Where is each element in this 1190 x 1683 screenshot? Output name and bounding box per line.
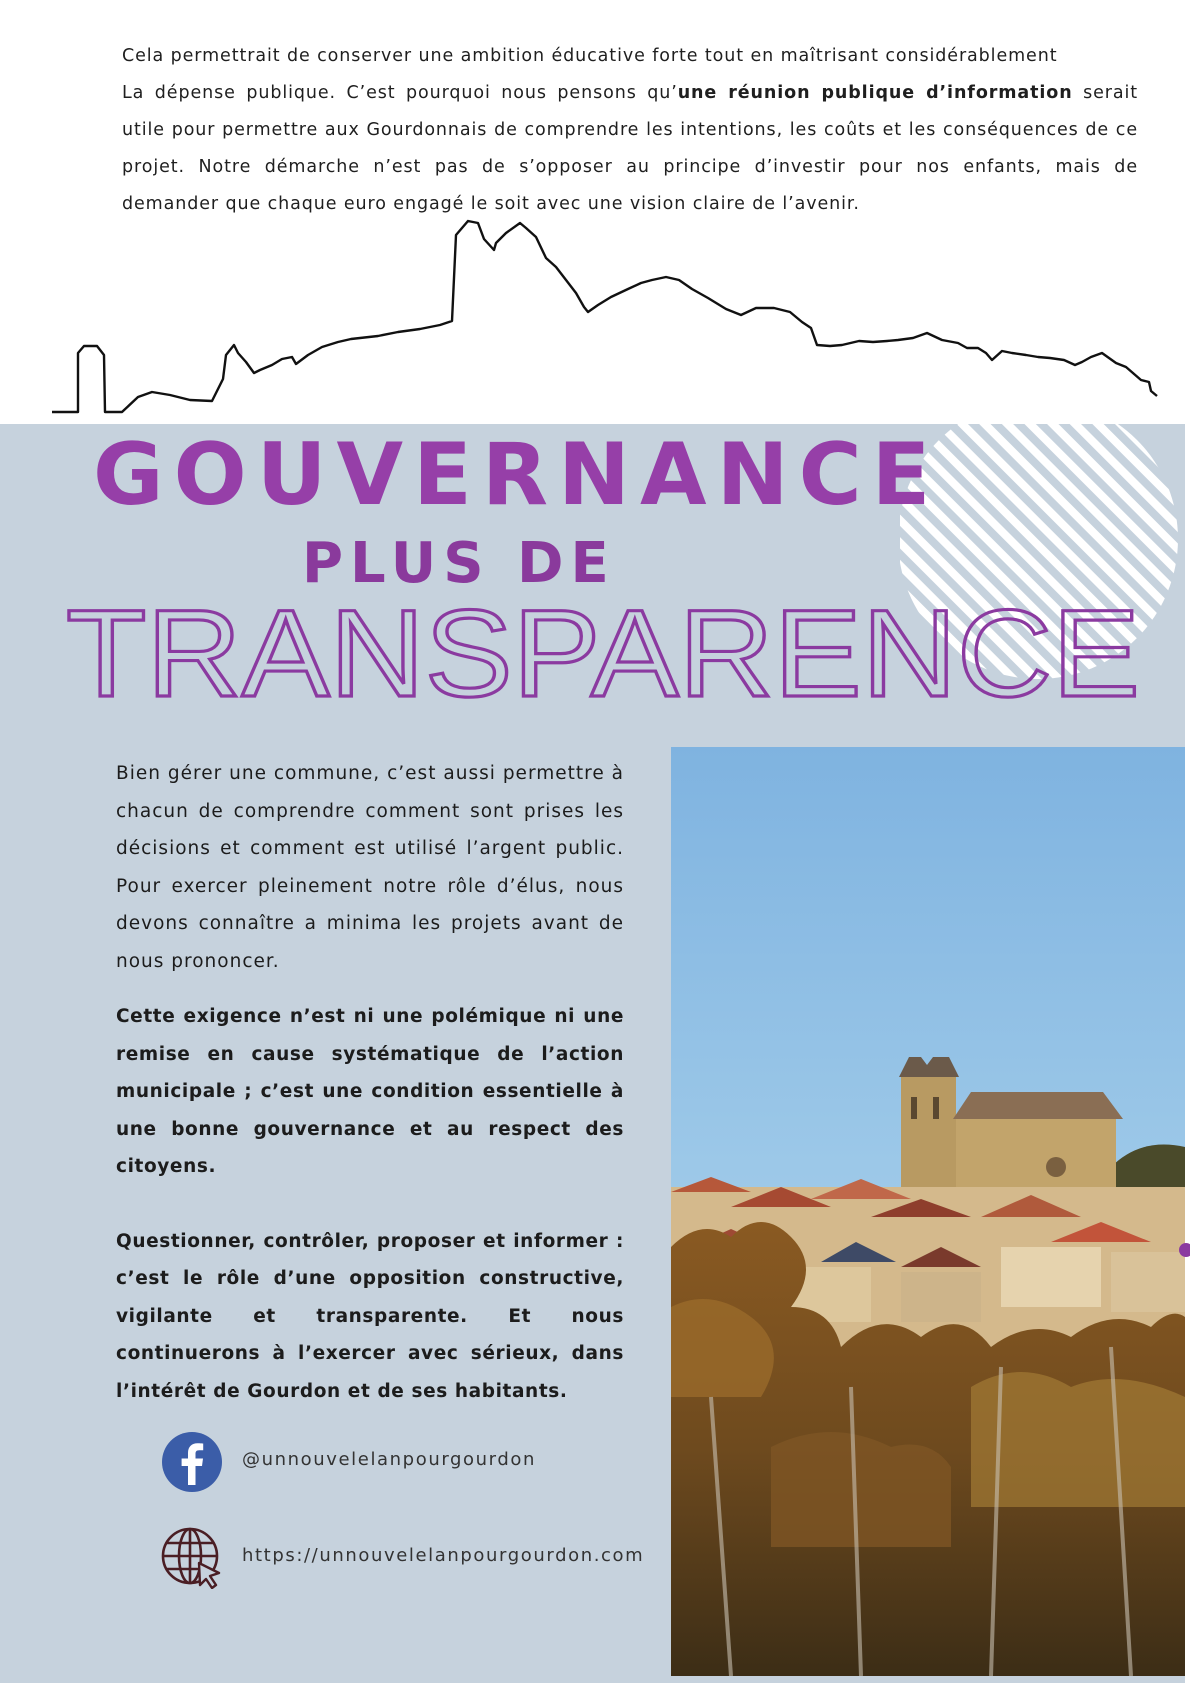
intro-text-part1: La dépense publique. C’est pourquoi nous pensons qu’ — [122, 83, 678, 103]
body-paragraph-2: Cette exigence n’est ni une polémique ni une remise en cause systématique de l’action municipale ; c’est une condition essentielle à une bonne gouvernance et au respect des citoyens. — [116, 1006, 624, 1177]
intro-bold-phrase: une réunion publique d’information — [677, 83, 1073, 103]
facebook-icon[interactable] — [161, 1431, 223, 1493]
heading-transparence — [66, 598, 1146, 708]
website-contact[interactable] — [161, 1527, 661, 1589]
body-text-column — [116, 755, 624, 1410]
gourdon-photo — [671, 747, 1185, 1676]
heading-plus-de: PLUS DE — [302, 531, 616, 596]
heading-transparence-text: TRANSPARENCE — [66, 598, 1140, 708]
intro-line1: Cela permettrait de conserver une ambition éducative forte tout en maîtrisant considérablement — [122, 46, 1058, 66]
globe-cursor-icon[interactable] — [161, 1527, 223, 1589]
heading-gouvernance: GOUVERNANCE — [93, 425, 941, 525]
facebook-contact[interactable] — [161, 1431, 661, 1493]
skyline-illustration — [0, 205, 1190, 420]
decorative-dot — [1179, 1243, 1190, 1257]
facebook-handle[interactable]: @unnouvelelanpourgourdon — [242, 1449, 536, 1470]
body-paragraph-1: Bien gérer une commune, c’est aussi permettre à chacun de comprendre comment sont prises les décisions et comment est utilisé l’argent public. Pour exercer pleinement notre rôle d’élus, nous devons connaître a minima les projets avant de nous prononcer. — [116, 763, 624, 972]
body-paragraph-3: Questionner, contrôler, proposer et informer : c’est le rôle d’une opposition constructive, vigilante et transparente. Et nous continuerons à l’exercer avec sérieux, dans l’intérêt de Gourdon et de ses habitants. — [116, 1230, 624, 1402]
website-link[interactable]: https://unnouvelelanpourgourdon.com — [242, 1545, 645, 1566]
intro-text-part2: serait utile pour permettre aux Gourdonnais de comprendre les intentions, les coûts et les conséquences de ce projet. Notre démarche n’est pas de s’opposer au principe d’investir pour nos enfants, mais de demander que chaque euro engagé le soit avec une vision claire de l’avenir. — [122, 83, 1138, 214]
intro-paragraph — [122, 38, 1138, 223]
